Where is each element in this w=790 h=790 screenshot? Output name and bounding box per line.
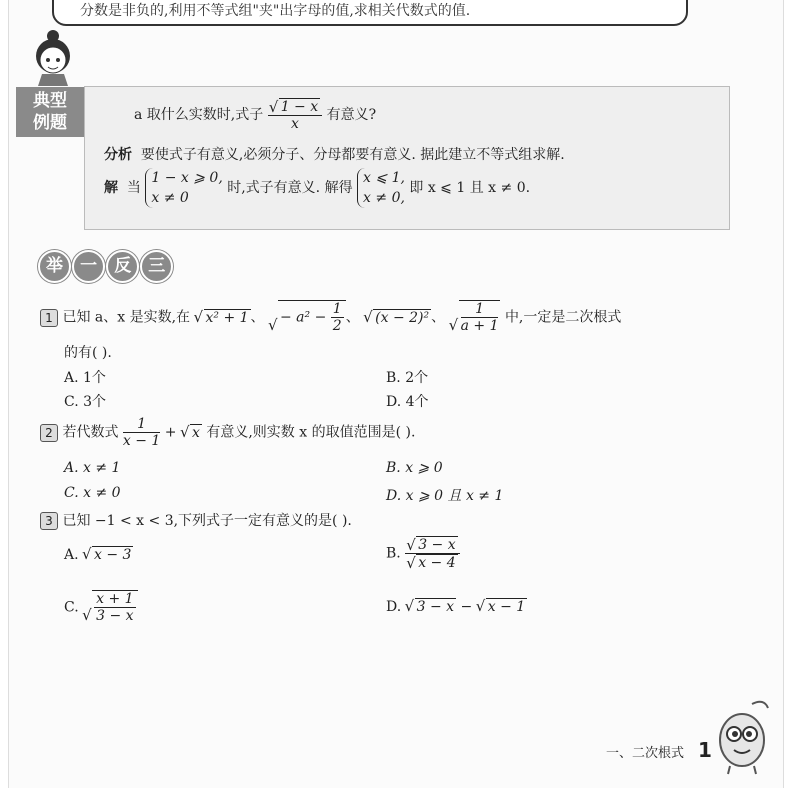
q2-frac-den: x − 1 — [122, 433, 161, 449]
example-fraction-den: x — [290, 116, 299, 132]
condition-2: x ≠ 0 — [151, 190, 189, 206]
q2-sqrt: x — [191, 424, 200, 441]
chapter-title: 一、二次根式 — [606, 746, 685, 761]
example-tag — [16, 87, 84, 137]
q2-frac-num: 1 — [123, 416, 160, 433]
result-2: x ≠ 0, — [363, 190, 405, 206]
q1-option-d: D. 4个 — [386, 394, 429, 410]
q2-post: 有意义,则实数 x 的取值范围是( ). — [206, 424, 416, 441]
mascot-icon — [712, 696, 778, 776]
q1-post: 中,一定是二次根式 — [504, 309, 622, 326]
q1-expr3: (x − 2)² — [375, 309, 430, 326]
solution-mid: 时,式子有意义. 解得 — [227, 180, 353, 196]
page-number: 1 — [698, 738, 712, 762]
q3-b-num: 3 − x — [418, 537, 456, 553]
q1-option-b: B. 2个 — [386, 370, 429, 386]
q3-line1 — [40, 510, 352, 530]
condition-system — [145, 168, 222, 208]
q3-number: 3 — [40, 512, 58, 530]
example-tag-line2: 例题 — [33, 113, 67, 133]
top-note-box — [52, 0, 688, 26]
q2-option-c: C. x ≠ 0 — [64, 485, 121, 501]
q2-pre: 若代数式 — [62, 424, 119, 441]
q1-option-a: A. 1个 — [64, 370, 106, 386]
q2-line1 — [40, 416, 415, 449]
example-fraction — [268, 98, 322, 132]
section-char-2: 一 — [72, 250, 105, 283]
analysis-label: 分析 — [104, 147, 132, 163]
q1-option-c: C. 3个 — [64, 394, 107, 410]
q1-line1: 1 已知 a、x 是实数,在 √ x² + 1 、 √ − a² − $\frac{1}{2}$ 、 √ (x − 2)² 、 √ $\frac{1}{a + 1}$ 中,一定是二次根式 — [40, 300, 621, 334]
q3-text: 已知 −1 < x < 3,下列式子一定有意义的是( ). — [62, 513, 352, 529]
q3-b-label: B. — [386, 545, 401, 562]
section-char-3: 反 — [106, 250, 139, 283]
q3-c-num: √ x + 1 — [96, 591, 134, 607]
q1-expr4-num: √ 1 — [461, 301, 499, 318]
q3-c-den: 3 − x — [96, 608, 134, 624]
q3-b-den: x − 4 — [418, 555, 456, 571]
q3-a-label: A. — [64, 547, 79, 563]
example-question — [134, 98, 376, 132]
section-heading — [38, 250, 169, 283]
q3-option-a — [64, 546, 133, 563]
q3-option-d — [386, 598, 527, 615]
analysis-text: 要使式子有意义,必须分子、分母都要有意义. 据此建立不等式组求解. — [140, 147, 565, 163]
solution-pre: 当 — [126, 180, 141, 196]
q1-number: 1 — [40, 309, 58, 327]
q2-option-b: B. x ⩾ 0 — [386, 460, 443, 476]
q1-pre: 已知 a、x 是实数,在 — [62, 309, 191, 326]
girl-cartoon-icon — [28, 28, 78, 86]
q3-option-c — [64, 590, 138, 624]
q1-expr2-num: 1 — [332, 301, 342, 317]
q2-plus: + — [164, 424, 177, 441]
solution-label: 解 — [104, 180, 118, 196]
result-1: x ⩽ 1, — [363, 170, 405, 186]
q3-d-expr2: x − 1 — [487, 599, 526, 615]
q3-a-expr: x − 3 — [94, 547, 132, 563]
q2-number: 2 — [40, 424, 58, 442]
q3-option-b — [386, 536, 460, 571]
example-fraction-num: 1 − x — [280, 99, 319, 115]
example-tag-line1: 典型 — [33, 91, 67, 111]
q3-d-label: D. — [386, 599, 402, 615]
analysis-line — [104, 144, 565, 164]
q1-expr2a: − a² − — [280, 309, 327, 326]
q3-d-minus: − — [460, 599, 473, 615]
q2-option-d: D. x ⩾ 0 且 x ≠ 1 — [386, 488, 504, 504]
q3-d-expr1: 3 − x — [416, 599, 455, 615]
solution-line — [104, 168, 530, 208]
example-question-pre: a 取什么实数时,式子 — [134, 107, 264, 123]
result-system — [357, 168, 405, 208]
top-note-text: 分数是非负的,利用不等式组"夹"出字母的值,求相关代数式的值. — [80, 3, 471, 19]
q2-option-a: A. x ≠ 1 — [64, 460, 121, 476]
example-question-post: 有意义? — [326, 107, 377, 123]
q1-expr1: x² + 1 — [205, 309, 249, 326]
q1-line2: 的有( ). — [64, 345, 112, 361]
section-char-1: 举 — [38, 250, 71, 283]
section-char-4: 三 — [140, 250, 173, 283]
solution-post: 即 x ⩽ 1 且 x ≠ 0. — [409, 180, 531, 196]
q1-expr4-den: a + 1 — [460, 318, 499, 334]
condition-1: 1 − x ⩾ 0, — [151, 170, 223, 186]
q3-c-label: C. — [64, 599, 79, 616]
q1-expr2-den: 2 — [332, 318, 342, 334]
